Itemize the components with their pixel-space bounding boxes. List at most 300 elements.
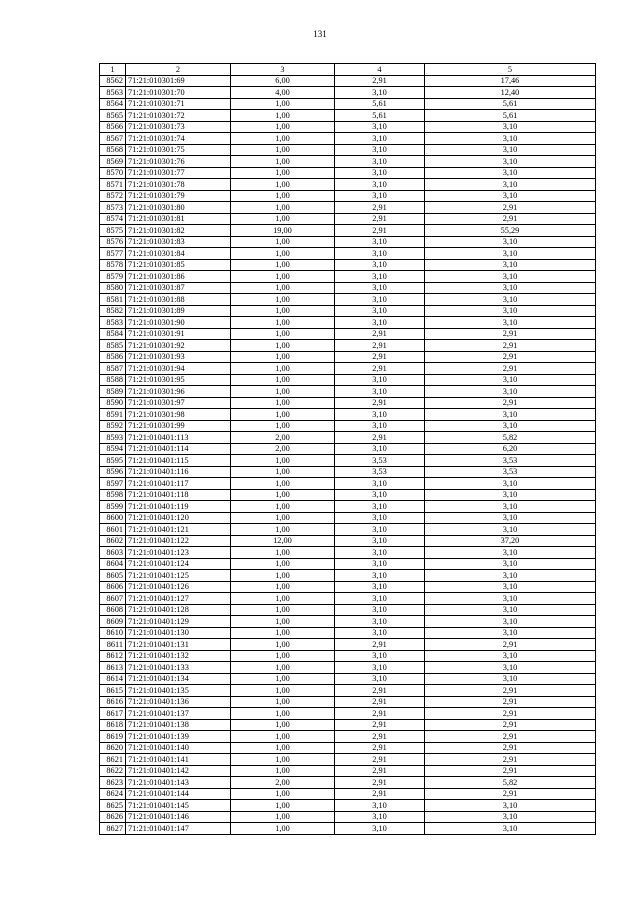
total-value-cell: 3,10 — [425, 305, 596, 317]
table-row — [100, 202, 596, 214]
total-value-cell: 2,91 — [425, 351, 596, 363]
table-row — [100, 420, 596, 432]
rate-value-cell: 2,91 — [335, 213, 425, 225]
cadastral-number-cell: 71:21:010301:78 — [126, 179, 231, 191]
quantity-value-cell: 2,00 — [231, 777, 335, 789]
cadastral-number-cell: 71:21:010401:124 — [126, 558, 231, 570]
total-value-cell: 3,10 — [425, 800, 596, 812]
cadastral-number-cell: 71:21:010401:119 — [126, 501, 231, 513]
rate-value-cell: 3,10 — [335, 800, 425, 812]
total-value-cell: 3,10 — [425, 570, 596, 582]
rate-value-cell: 2,91 — [335, 765, 425, 777]
cadastral-number-cell: 71:21:010401:127 — [126, 593, 231, 605]
table-row — [100, 604, 596, 616]
table-row — [100, 466, 596, 478]
rate-value-cell: 3,10 — [335, 535, 425, 547]
rate-value-cell: 3,10 — [335, 581, 425, 593]
table-row — [100, 765, 596, 777]
row-number-cell: 8617 — [100, 708, 126, 720]
column-header-3: 3 — [231, 64, 335, 76]
cadastral-number-cell: 71:21:010401:136 — [126, 696, 231, 708]
cadastral-number-cell: 71:21:010301:88 — [126, 294, 231, 306]
total-value-cell: 5,61 — [425, 110, 596, 122]
table-row — [100, 742, 596, 754]
row-number-cell: 8569 — [100, 156, 126, 168]
quantity-value-cell: 1,00 — [231, 351, 335, 363]
row-number-cell: 8621 — [100, 754, 126, 766]
row-number-cell: 8625 — [100, 800, 126, 812]
table-row — [100, 708, 596, 720]
rate-value-cell: 3,10 — [335, 305, 425, 317]
total-value-cell: 3,10 — [425, 236, 596, 248]
cadastral-number-cell: 71:21:010301:79 — [126, 190, 231, 202]
rate-value-cell: 2,91 — [335, 685, 425, 697]
rate-value-cell: 3,10 — [335, 512, 425, 524]
row-number-cell: 8567 — [100, 133, 126, 145]
total-value-cell: 2,91 — [425, 397, 596, 409]
quantity-value-cell: 4,00 — [231, 87, 335, 99]
cadastral-number-cell: 71:21:010301:82 — [126, 225, 231, 237]
cadastral-number-cell: 71:21:010401:134 — [126, 673, 231, 685]
total-value-cell: 3,10 — [425, 673, 596, 685]
cadastral-number-cell: 71:21:010301:77 — [126, 167, 231, 179]
quantity-value-cell: 6,00 — [231, 75, 335, 87]
table-row — [100, 777, 596, 789]
page-number: 131 — [313, 29, 327, 39]
row-number-cell: 8594 — [100, 443, 126, 455]
total-value-cell: 2,91 — [425, 742, 596, 754]
row-number-cell: 8586 — [100, 351, 126, 363]
rate-value-cell: 3,10 — [335, 616, 425, 628]
row-number-cell: 8600 — [100, 512, 126, 524]
row-number-cell: 8611 — [100, 639, 126, 651]
total-value-cell: 3,10 — [425, 248, 596, 260]
row-number-cell: 8579 — [100, 271, 126, 283]
total-value-cell: 3,10 — [425, 317, 596, 329]
quantity-value-cell: 1,00 — [231, 650, 335, 662]
quantity-value-cell: 1,00 — [231, 823, 335, 835]
cadastral-number-cell: 71:21:010301:81 — [126, 213, 231, 225]
table-row — [100, 374, 596, 386]
table-row — [100, 294, 596, 306]
cadastral-number-cell: 71:21:010301:76 — [126, 156, 231, 168]
row-number-cell: 8566 — [100, 121, 126, 133]
total-value-cell: 3,10 — [425, 144, 596, 156]
quantity-value-cell: 1,00 — [231, 202, 335, 214]
rate-value-cell: 3,10 — [335, 547, 425, 559]
table-row — [100, 397, 596, 409]
quantity-value-cell: 1,00 — [231, 317, 335, 329]
cadastral-number-cell: 71:21:010401:114 — [126, 443, 231, 455]
quantity-value-cell: 1,00 — [231, 98, 335, 110]
table-row — [100, 259, 596, 271]
cadastral-number-cell: 71:21:010301:74 — [126, 133, 231, 145]
rate-value-cell: 3,10 — [335, 524, 425, 536]
row-number-cell: 8565 — [100, 110, 126, 122]
total-value-cell: 2,91 — [425, 340, 596, 352]
quantity-value-cell: 2,00 — [231, 432, 335, 444]
row-number-cell: 8614 — [100, 673, 126, 685]
cadastral-number-cell: 71:21:010401:144 — [126, 788, 231, 800]
cadastral-number-cell: 71:21:010301:95 — [126, 374, 231, 386]
row-number-cell: 8615 — [100, 685, 126, 697]
rate-value-cell: 5,61 — [335, 98, 425, 110]
rate-value-cell: 3,10 — [335, 133, 425, 145]
table-row — [100, 75, 596, 87]
quantity-value-cell: 1,00 — [231, 409, 335, 421]
cadastral-number-cell: 71:21:010301:98 — [126, 409, 231, 421]
rate-value-cell: 2,91 — [335, 754, 425, 766]
total-value-cell: 3,10 — [425, 294, 596, 306]
table-row — [100, 616, 596, 628]
table-row — [100, 317, 596, 329]
quantity-value-cell: 1,00 — [231, 524, 335, 536]
cadastral-number-cell: 71:21:010401:125 — [126, 570, 231, 582]
cadastral-number-cell: 71:21:010301:85 — [126, 259, 231, 271]
row-number-cell: 8562 — [100, 75, 126, 87]
cadastral-number-cell: 71:21:010401:117 — [126, 478, 231, 490]
row-number-cell: 8626 — [100, 811, 126, 823]
row-number-cell: 8623 — [100, 777, 126, 789]
row-number-cell: 8608 — [100, 604, 126, 616]
rate-value-cell: 3,53 — [335, 466, 425, 478]
table-row — [100, 650, 596, 662]
quantity-value-cell: 1,00 — [231, 363, 335, 375]
row-number-cell: 8624 — [100, 788, 126, 800]
row-number-cell: 8582 — [100, 305, 126, 317]
quantity-value-cell: 1,00 — [231, 593, 335, 605]
cadastral-number-cell: 71:21:010401:138 — [126, 719, 231, 731]
quantity-value-cell: 1,00 — [231, 328, 335, 340]
total-value-cell: 2,91 — [425, 685, 596, 697]
table-row — [100, 512, 596, 524]
quantity-value-cell: 1,00 — [231, 731, 335, 743]
total-value-cell: 3,10 — [425, 489, 596, 501]
rate-value-cell: 2,91 — [335, 225, 425, 237]
total-value-cell: 2,91 — [425, 202, 596, 214]
row-number-cell: 8573 — [100, 202, 126, 214]
table-row — [100, 328, 596, 340]
rate-value-cell: 3,10 — [335, 593, 425, 605]
cadastral-number-cell: 71:21:010301:80 — [126, 202, 231, 214]
total-value-cell: 3,10 — [425, 386, 596, 398]
cadastral-number-cell: 71:21:010401:130 — [126, 627, 231, 639]
quantity-value-cell: 1,00 — [231, 788, 335, 800]
table-row — [100, 685, 596, 697]
row-number-cell: 8598 — [100, 489, 126, 501]
rate-value-cell: 2,91 — [335, 432, 425, 444]
quantity-value-cell: 1,00 — [231, 604, 335, 616]
quantity-value-cell: 1,00 — [231, 213, 335, 225]
total-value-cell: 3,10 — [425, 259, 596, 271]
row-number-cell: 8585 — [100, 340, 126, 352]
cadastral-number-cell: 71:21:010301:71 — [126, 98, 231, 110]
total-value-cell: 2,91 — [425, 731, 596, 743]
cadastral-number-cell: 71:21:010301:97 — [126, 397, 231, 409]
quantity-value-cell: 1,00 — [231, 627, 335, 639]
quantity-value-cell: 1,00 — [231, 489, 335, 501]
table-row — [100, 236, 596, 248]
row-number-cell: 8587 — [100, 363, 126, 375]
row-number-cell: 8606 — [100, 581, 126, 593]
cadastral-number-cell: 71:21:010301:73 — [126, 121, 231, 133]
quantity-value-cell: 1,00 — [231, 340, 335, 352]
rate-value-cell: 3,10 — [335, 558, 425, 570]
total-value-cell: 3,10 — [425, 823, 596, 835]
quantity-value-cell: 1,00 — [231, 685, 335, 697]
total-value-cell: 3,10 — [425, 811, 596, 823]
quantity-value-cell: 12,00 — [231, 535, 335, 547]
quantity-value-cell: 1,00 — [231, 696, 335, 708]
table-row — [100, 501, 596, 513]
cadastral-number-cell: 71:21:010401:121 — [126, 524, 231, 536]
rate-value-cell: 3,10 — [335, 627, 425, 639]
rate-value-cell: 3,10 — [335, 662, 425, 674]
table-row — [100, 409, 596, 421]
table-row — [100, 443, 596, 455]
rate-value-cell: 2,91 — [335, 742, 425, 754]
rate-value-cell: 3,10 — [335, 121, 425, 133]
rate-value-cell: 2,91 — [335, 777, 425, 789]
rate-value-cell: 3,53 — [335, 455, 425, 467]
row-number-cell: 8595 — [100, 455, 126, 467]
quantity-value-cell: 1,00 — [231, 501, 335, 513]
row-number-cell: 8601 — [100, 524, 126, 536]
rate-value-cell: 2,91 — [335, 328, 425, 340]
quantity-value-cell: 1,00 — [231, 639, 335, 651]
table-row — [100, 593, 596, 605]
rate-value-cell: 3,10 — [335, 179, 425, 191]
data-table — [99, 63, 596, 835]
row-number-cell: 8574 — [100, 213, 126, 225]
quantity-value-cell: 1,00 — [231, 110, 335, 122]
row-number-cell: 8593 — [100, 432, 126, 444]
total-value-cell: 3,10 — [425, 581, 596, 593]
cadastral-number-cell: 71:21:010301:93 — [126, 351, 231, 363]
quantity-value-cell: 1,00 — [231, 673, 335, 685]
rate-value-cell: 3,10 — [335, 271, 425, 283]
table-row — [100, 489, 596, 501]
rate-value-cell: 3,10 — [335, 374, 425, 386]
table-row — [100, 386, 596, 398]
quantity-value-cell: 1,00 — [231, 259, 335, 271]
cadastral-number-cell: 71:21:010401:126 — [126, 581, 231, 593]
table-row — [100, 558, 596, 570]
cadastral-number-cell: 71:21:010401:141 — [126, 754, 231, 766]
table-row — [100, 167, 596, 179]
cadastral-number-cell: 71:21:010301:84 — [126, 248, 231, 260]
quantity-value-cell: 1,00 — [231, 547, 335, 559]
quantity-value-cell: 1,00 — [231, 570, 335, 582]
rate-value-cell: 2,91 — [335, 363, 425, 375]
cadastral-number-cell: 71:21:010401:123 — [126, 547, 231, 559]
table-row — [100, 696, 596, 708]
row-number-cell: 8619 — [100, 731, 126, 743]
rate-value-cell: 3,10 — [335, 282, 425, 294]
row-number-cell: 8605 — [100, 570, 126, 582]
quantity-value-cell: 1,00 — [231, 811, 335, 823]
table-row — [100, 524, 596, 536]
table-row — [100, 455, 596, 467]
total-value-cell: 55,29 — [425, 225, 596, 237]
row-number-cell: 8602 — [100, 535, 126, 547]
column-header-2: 2 — [126, 64, 231, 76]
row-number-cell: 8576 — [100, 236, 126, 248]
row-number-cell: 8613 — [100, 662, 126, 674]
quantity-value-cell: 1,00 — [231, 719, 335, 731]
quantity-value-cell: 1,00 — [231, 282, 335, 294]
table-row — [100, 98, 596, 110]
cadastral-number-cell: 71:21:010401:146 — [126, 811, 231, 823]
row-number-cell: 8581 — [100, 294, 126, 306]
total-value-cell: 3,10 — [425, 121, 596, 133]
rate-value-cell: 3,10 — [335, 501, 425, 513]
table-row — [100, 662, 596, 674]
rate-value-cell: 3,10 — [335, 259, 425, 271]
total-value-cell: 2,91 — [425, 363, 596, 375]
cadastral-number-cell: 71:21:010301:90 — [126, 317, 231, 329]
cadastral-number-cell: 71:21:010401:122 — [126, 535, 231, 547]
quantity-value-cell: 1,00 — [231, 512, 335, 524]
cadastral-number-cell: 71:21:010301:70 — [126, 87, 231, 99]
rate-value-cell: 3,10 — [335, 604, 425, 616]
row-number-cell: 8592 — [100, 420, 126, 432]
cadastral-number-cell: 71:21:010401:142 — [126, 765, 231, 777]
total-value-cell: 5,61 — [425, 98, 596, 110]
quantity-value-cell: 1,00 — [231, 708, 335, 720]
rate-value-cell: 3,10 — [335, 650, 425, 662]
row-number-cell: 8568 — [100, 144, 126, 156]
cadastral-number-cell: 71:21:010301:96 — [126, 386, 231, 398]
rate-value-cell: 3,10 — [335, 87, 425, 99]
row-number-cell: 8627 — [100, 823, 126, 835]
table-row — [100, 639, 596, 651]
cadastral-number-cell: 71:21:010401:133 — [126, 662, 231, 674]
quantity-value-cell: 1,00 — [231, 420, 335, 432]
cadastral-number-cell: 71:21:010401:135 — [126, 685, 231, 697]
row-number-cell: 8610 — [100, 627, 126, 639]
rate-value-cell: 2,91 — [335, 397, 425, 409]
cadastral-number-cell: 71:21:010401:118 — [126, 489, 231, 501]
cadastral-number-cell: 71:21:010401:116 — [126, 466, 231, 478]
table-row — [100, 432, 596, 444]
total-value-cell: 3,10 — [425, 420, 596, 432]
cadastral-number-cell: 71:21:010301:87 — [126, 282, 231, 294]
table-row — [100, 179, 596, 191]
total-value-cell: 3,10 — [425, 604, 596, 616]
total-value-cell: 37,20 — [425, 535, 596, 547]
rate-value-cell: 3,10 — [335, 236, 425, 248]
row-number-cell: 8577 — [100, 248, 126, 260]
table-row — [100, 225, 596, 237]
quantity-value-cell: 1,00 — [231, 466, 335, 478]
rate-value-cell: 2,91 — [335, 639, 425, 651]
table-row — [100, 121, 596, 133]
cadastral-number-cell: 71:21:010301:99 — [126, 420, 231, 432]
total-value-cell: 3,10 — [425, 409, 596, 421]
total-value-cell: 5,82 — [425, 432, 596, 444]
cadastral-number-cell: 71:21:010401:147 — [126, 823, 231, 835]
total-value-cell: 3,10 — [425, 190, 596, 202]
cadastral-number-cell: 71:21:010401:128 — [126, 604, 231, 616]
quantity-value-cell: 1,00 — [231, 478, 335, 490]
total-value-cell: 3,53 — [425, 466, 596, 478]
rate-value-cell: 3,10 — [335, 248, 425, 260]
table-row — [100, 673, 596, 685]
total-value-cell: 3,10 — [425, 662, 596, 674]
table-row — [100, 823, 596, 835]
cadastral-number-cell: 71:21:010401:129 — [126, 616, 231, 628]
rate-value-cell: 3,10 — [335, 443, 425, 455]
rate-value-cell: 3,10 — [335, 811, 425, 823]
table-row — [100, 547, 596, 559]
row-number-cell: 8591 — [100, 409, 126, 421]
table-row — [100, 811, 596, 823]
table-row — [100, 535, 596, 547]
column-header-4: 4 — [335, 64, 425, 76]
table-row — [100, 340, 596, 352]
quantity-value-cell: 1,00 — [231, 754, 335, 766]
row-number-cell: 8563 — [100, 87, 126, 99]
table-row — [100, 478, 596, 490]
row-number-cell: 8589 — [100, 386, 126, 398]
cadastral-number-cell: 71:21:010301:69 — [126, 75, 231, 87]
row-number-cell: 8599 — [100, 501, 126, 513]
table-row — [100, 190, 596, 202]
rate-value-cell: 3,10 — [335, 386, 425, 398]
header-row — [100, 64, 596, 76]
total-value-cell: 3,10 — [425, 650, 596, 662]
table-row — [100, 570, 596, 582]
rate-value-cell: 3,10 — [335, 478, 425, 490]
rate-value-cell: 3,10 — [335, 190, 425, 202]
total-value-cell: 2,91 — [425, 328, 596, 340]
rate-value-cell: 3,10 — [335, 420, 425, 432]
cadastral-number-cell: 71:21:010401:132 — [126, 650, 231, 662]
rate-value-cell: 3,10 — [335, 673, 425, 685]
cadastral-number-cell: 71:21:010401:139 — [126, 731, 231, 743]
row-number-cell: 8578 — [100, 259, 126, 271]
row-number-cell: 8612 — [100, 650, 126, 662]
row-number-cell: 8590 — [100, 397, 126, 409]
total-value-cell: 3,10 — [425, 133, 596, 145]
quantity-value-cell: 19,00 — [231, 225, 335, 237]
row-number-cell: 8597 — [100, 478, 126, 490]
quantity-value-cell: 1,00 — [231, 305, 335, 317]
table-row — [100, 754, 596, 766]
cadastral-number-cell: 71:21:010401:145 — [126, 800, 231, 812]
row-number-cell: 8564 — [100, 98, 126, 110]
row-number-cell: 8618 — [100, 719, 126, 731]
quantity-value-cell: 1,00 — [231, 190, 335, 202]
rate-value-cell: 3,10 — [335, 294, 425, 306]
total-value-cell: 3,10 — [425, 374, 596, 386]
quantity-value-cell: 1,00 — [231, 765, 335, 777]
rate-value-cell: 3,10 — [335, 489, 425, 501]
table-row — [100, 87, 596, 99]
cadastral-number-cell: 71:21:010301:86 — [126, 271, 231, 283]
total-value-cell: 2,91 — [425, 639, 596, 651]
total-value-cell: 2,91 — [425, 765, 596, 777]
row-number-cell: 8572 — [100, 190, 126, 202]
quantity-value-cell: 1,00 — [231, 742, 335, 754]
quantity-value-cell: 1,00 — [231, 294, 335, 306]
row-number-cell: 8609 — [100, 616, 126, 628]
total-value-cell: 3,10 — [425, 512, 596, 524]
total-value-cell: 3,10 — [425, 558, 596, 570]
table-row — [100, 305, 596, 317]
quantity-value-cell: 1,00 — [231, 144, 335, 156]
